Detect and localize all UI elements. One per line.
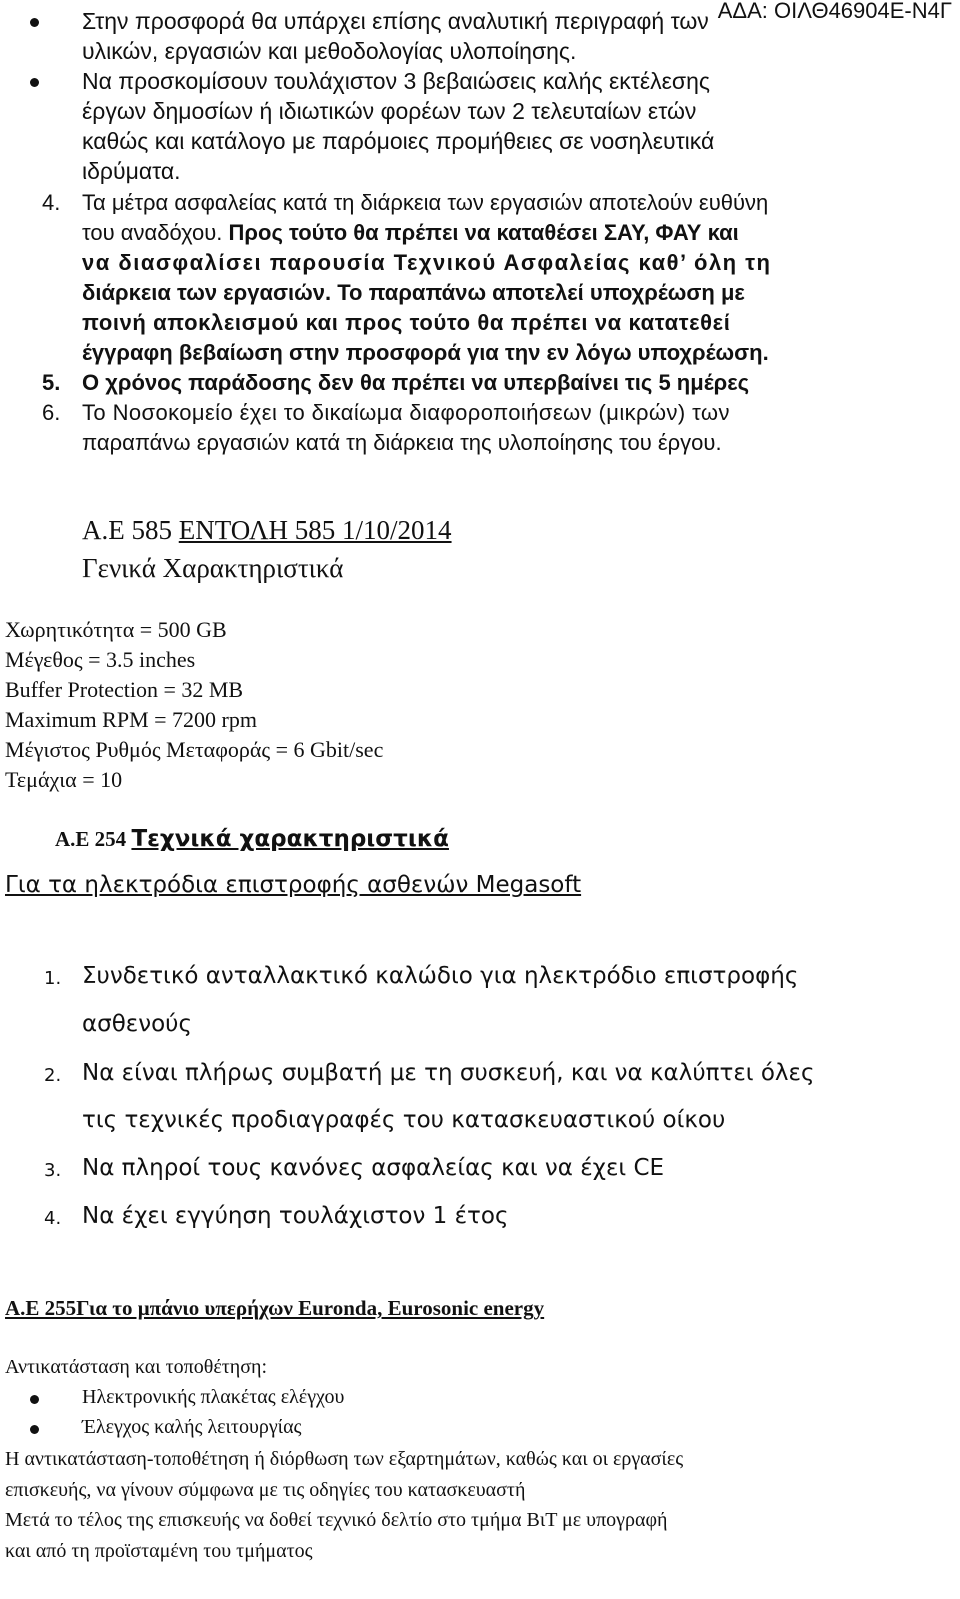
text-bold: διάρκεια των εργασιών. (82, 280, 332, 305)
text-line: έργων δημοσίων ή ιδιωτικών φορέων των 2 τελευταίων ετών (82, 98, 697, 124)
item-number: 3. (44, 1160, 62, 1181)
text-line: παραπάνω εργασιών κατά τη διάρκεια της υλοποίησης του έργου. (82, 430, 722, 455)
text-line (82, 280, 745, 306)
list-item: Έλεγχος καλής λειτουργίας (82, 1416, 302, 1438)
text-line: και από τη προϊσταμένη του τμήματος (5, 1540, 313, 1562)
text-line: Να πληροί τους κανόνες ασφαλείας και να έχει CE (82, 1155, 665, 1181)
text-line: υλικών, εργασιών και μεθοδολογίας υλοποίησης. (82, 38, 577, 64)
section-title-585 (82, 515, 452, 546)
spec-line: Μέγιστος Ρυθμός Μεταφοράς = 6 Gbit/sec (5, 737, 384, 762)
text-line: Συνδετικό ανταλλακτικό καλώδιο για ηλεκτρόδιο επιστροφής (82, 963, 799, 989)
item-number: 1. (44, 968, 62, 989)
text-line: Να είναι πλήρως συμβατή με τη συσκευή, και να καλύπτει όλες (82, 1060, 815, 1086)
text-line: να διασφαλίσει παρουσία Τεχνικού Ασφαλείας καθ’ όλη τη (82, 250, 772, 275)
text-bold: Προς τούτο θα πρέπει να καταθέσει ΣΑΥ, ΦΑΥ και (228, 220, 739, 245)
section-subtitle: Γενικά Χαρακτηριστικά (82, 553, 344, 583)
bullet-dot (30, 1395, 39, 1404)
item-number: 6. (42, 400, 61, 425)
spec-line: Μέγεθος = 3.5 inches (5, 647, 196, 672)
text-line: Το Νοσοκομείο έχει το δικαίωμα διαφοροποιήσεων (μικρών) των (82, 400, 730, 425)
text-line: Να προσκομίσουν τουλάχιστον 3 βεβαιώσεις καλής εκτέλεσης (82, 68, 710, 94)
text-line: Αντικατάσταση και τοποθέτηση: (5, 1356, 268, 1378)
text-line: Μετά το τέλος της επισκευής να δοθεί τεχνικό δελτίο στο τμήμα ΒιΤ με υπογραφή (5, 1509, 668, 1531)
list-item: Ηλεκτρονικής πλακέτας ελέγχου (82, 1386, 345, 1408)
section-title-underlined: ΕΝΤΟΛΗ 585 1/10/2014 (178, 515, 452, 545)
text-line (82, 220, 739, 246)
spec-line: Maximum RPM = 7200 rpm (5, 707, 257, 732)
text-line: ασθενούς (82, 1011, 192, 1037)
text-line: Στην προσφορά θα υπάρχει επίσης αναλυτική περιγραφή των (82, 8, 709, 34)
item-number: 4. (44, 1208, 62, 1229)
section-prefix: Α.Ε 585 (82, 515, 179, 545)
spec-line: Χωρητικότητα = 500 GB (5, 617, 227, 642)
text-line: ποινή αποκλεισμού και προς τούτο θα πρέπει να κατατεθεί (82, 310, 731, 335)
section-prefix: Α.Ε 254 (55, 827, 132, 851)
text-line: Τα μέτρα ασφαλείας κατά τη διάρκεια των εργασιών αποτελούν ευθύνη (82, 190, 769, 215)
text-line: ιδρύματα. (82, 158, 181, 184)
section-title-254 (55, 826, 449, 852)
spec-line: Τεμάχια = 10 (5, 767, 123, 792)
section-title: Τεχνικά χαρακτηριστικά (131, 826, 449, 852)
text-line: τις τεχνικές προδιαγραφές του κατασκευαστικού οίκου (82, 1107, 726, 1133)
item-number: 5. (42, 370, 61, 395)
bullet-dot (30, 78, 39, 87)
section-subtitle: Για τα ηλεκτρόδια επιστροφής ασθενών Megasoft (5, 872, 582, 898)
spec-line: Buffer Protection = 32 MB (5, 677, 244, 702)
ada-code: ΑΔΑ: ΟΙΛΘ46904Ε-Ν4Γ (717, 0, 952, 23)
bullet-dot (30, 1425, 39, 1434)
text-bold: Το παραπάνω αποτελεί υποχρέωση με (331, 280, 745, 305)
text-normal: του αναδόχου. (82, 220, 229, 245)
text-line: καθώς και κατάλογο με παρόμοιες προμήθειες σε νοσηλευτικά (82, 128, 715, 154)
text-line: έγγραφη βεβαίωση στην προσφορά για την εν λόγω υποχρέωση. (82, 340, 769, 365)
text-line: Ο χρόνος παράδοσης δεν θα πρέπει να υπερβαίνει τις 5 ημέρες (82, 370, 750, 395)
text-line: Η αντικατάσταση-τοποθέτηση ή διόρθωση των εξαρτημάτων, καθώς και οι εργασίες (5, 1448, 684, 1470)
item-number: 2. (44, 1065, 62, 1086)
text-line: επισκευής, να γίνουν σύμφωνα με τις οδηγίες του κατασκευαστή (5, 1479, 526, 1501)
item-number: 4. (42, 190, 61, 215)
bullet-dot (30, 18, 39, 27)
text-line: Να έχει εγγύηση τουλάχιστον 1 έτος (82, 1203, 509, 1229)
section-title-255: Α.Ε 255Για το μπάνιο υπερήχων Euronda, Eurosonic energy (5, 1296, 545, 1320)
